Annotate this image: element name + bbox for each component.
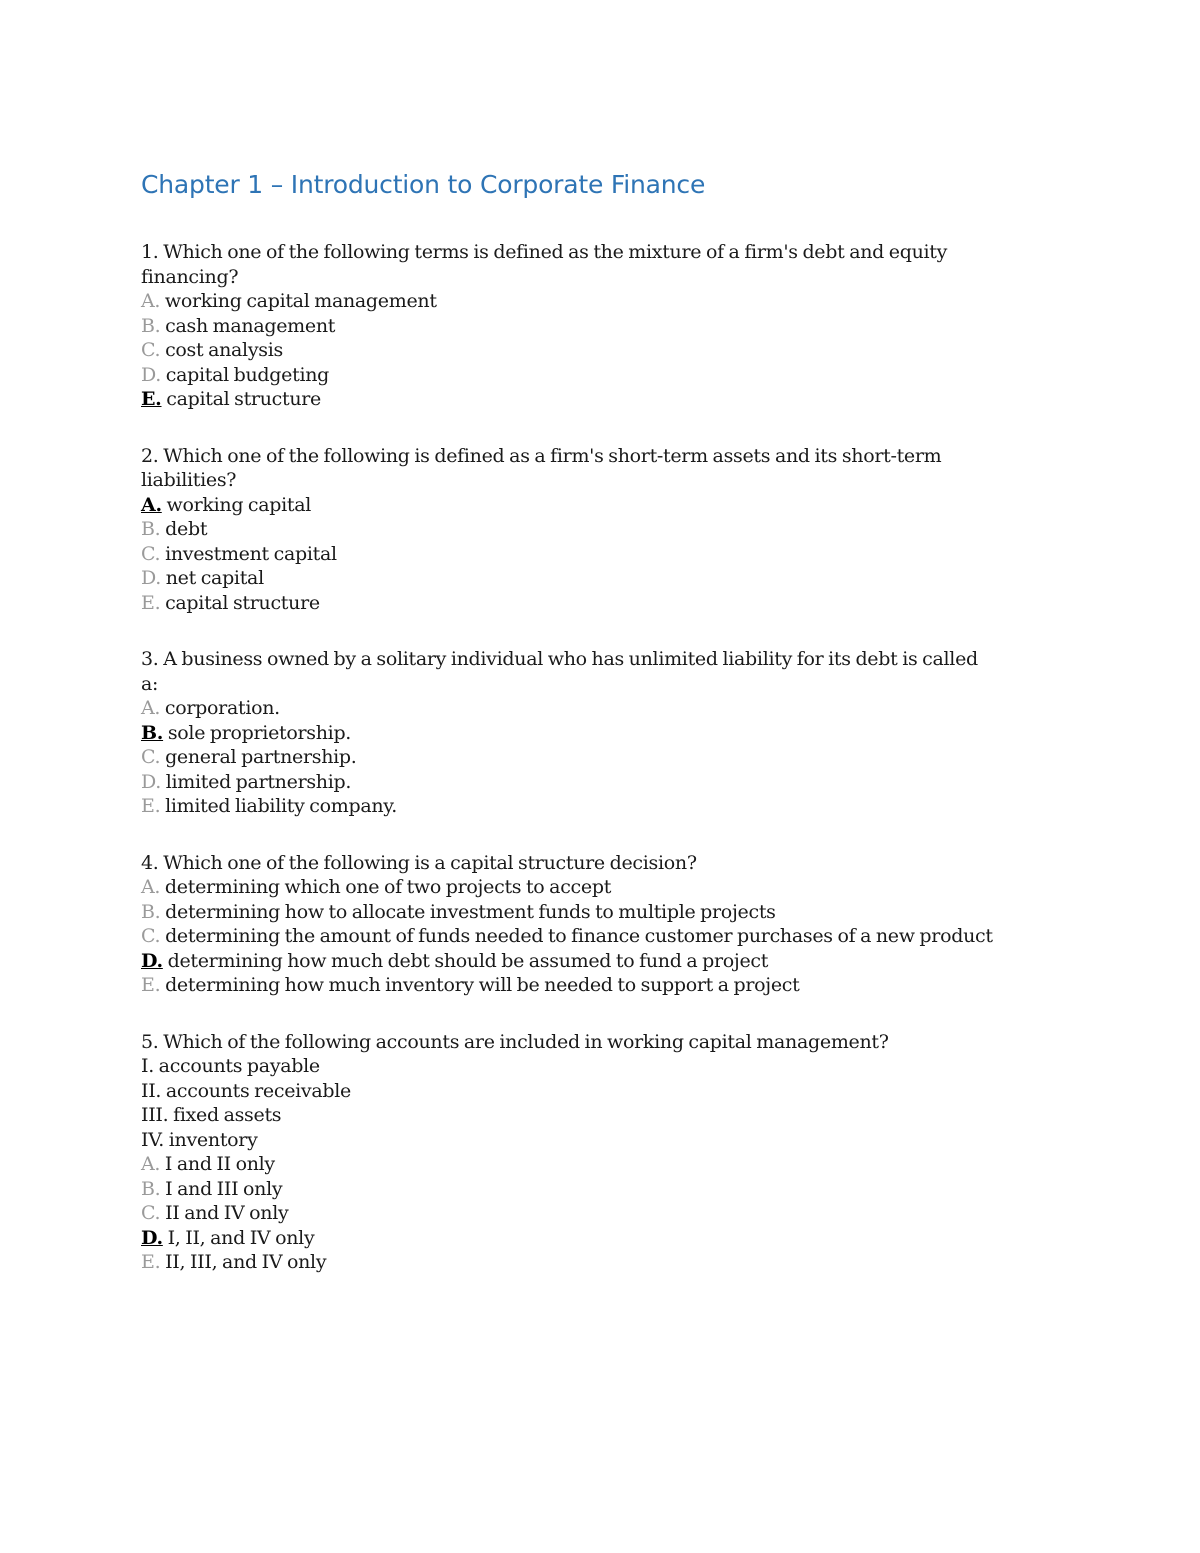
option-letter: A. [141,876,161,898]
question-block [141,240,1041,412]
question-stem: 3. A business owned by a solitary individual who has unlimited liability for its debt is called a: [141,648,983,695]
answer-option [141,566,1041,591]
question-block [141,1030,1041,1275]
option-text: I and III only [165,1177,283,1200]
question-stem: 1. Which one of the following terms is defined as the mixture of a firm's debt and equity financing? [141,241,952,288]
option-text: capital structure [165,591,320,614]
option-text: determining how much debt should be assumed to fund a project [167,949,769,972]
option-letter: C. [141,1202,161,1224]
option-letter: B. [141,518,161,540]
correct-answer-option [141,721,1041,746]
option-text: determining how to allocate investment funds to multiple projects [165,900,776,923]
question-stem: 4. Which one of the following is a capital structure decision? [141,851,697,874]
answer-option [141,1177,1041,1202]
option-letter: E. [141,591,161,614]
option-letter: A. [141,290,161,312]
option-text: sole proprietorship. [167,721,352,744]
statement-item: II. accounts receivable [141,1079,351,1102]
answer-option [141,745,1041,770]
statement-item: I. accounts payable [141,1055,320,1077]
option-letter: E. [141,974,161,996]
statement-item: IV. inventory [141,1128,258,1151]
option-text: limited liability company. [165,795,397,817]
option-letter: E. [141,795,161,817]
option-letter: B. [141,314,161,337]
answer-option [141,338,1041,363]
answer-option [141,542,1041,567]
option-letter: C. [141,339,161,361]
question-block [141,647,1041,819]
option-text: determining how much inventory will be needed to support a project [165,974,800,996]
answer-option [141,696,1041,721]
statement-item: III. fixed assets [141,1104,282,1126]
option-text: I and II only [164,1153,275,1175]
answer-option [141,314,1041,339]
option-letter: D. [141,363,161,386]
option-text: II, III, and IV only [165,1251,327,1273]
option-text: net capital [165,567,264,589]
option-text: debt [165,518,208,540]
answer-option [141,794,1041,819]
option-text: working capital [166,493,312,516]
option-letter: C. [141,746,161,768]
option-text: capital budgeting [165,363,330,386]
option-text: cost analysis [165,339,283,361]
answer-option [141,770,1041,795]
option-letter: C. [141,542,161,565]
option-text: determining which one of two projects to accept [164,876,612,898]
option-text: corporation. [164,697,280,719]
answer-option [141,900,1041,925]
correct-answer-option [141,949,1041,974]
option-text: capital structure [166,388,321,410]
question-list [141,240,1041,1275]
option-letter: E. [141,1251,161,1273]
answer-option [141,517,1041,542]
correct-answer-option [141,493,1041,518]
answer-option [141,1250,1041,1275]
question-stem: 2. Which one of the following is defined as a firm's short-term assets and its short-term liabilities? [141,444,947,491]
correct-answer-option [141,1226,1041,1251]
answer-option [141,1201,1041,1226]
correct-option-letter: D. [141,949,163,972]
answer-option [141,973,1041,998]
option-letter: B. [141,900,161,923]
answer-option [141,363,1041,388]
answer-option [141,591,1041,616]
question-stem: 5. Which of the following accounts are included in working capital management? [141,1030,889,1053]
answer-option [141,1152,1041,1177]
option-text: determining the amount of funds needed to finance customer purchases of a new product [165,925,993,947]
answer-option [141,875,1041,900]
option-text: cash management [165,314,336,337]
option-letter: A. [141,697,161,719]
chapter-title: Chapter 1 – Introduction to Corporate Finance [141,170,706,199]
answer-option [141,924,1041,949]
option-text: II and IV only [165,1202,289,1224]
option-letter: A. [141,1153,161,1175]
option-text: I, II, and IV only [167,1226,315,1249]
correct-option-letter: E. [141,388,162,410]
option-text: limited partnership. [165,770,352,793]
correct-option-letter: B. [141,721,164,744]
correct-option-letter: A. [141,493,162,516]
answer-option [141,289,1041,314]
question-block [141,444,1041,616]
document-content [141,166,1041,1307]
correct-option-letter: D. [141,1226,163,1249]
option-letter: D. [141,567,161,589]
question-block [141,851,1041,998]
option-text: general partnership. [165,746,357,768]
option-letter: B. [141,1177,161,1200]
correct-answer-option [141,387,1041,412]
option-text: investment capital [165,542,337,565]
option-letter: C. [141,925,161,947]
option-text: working capital management [164,290,437,312]
option-letter: D. [141,770,161,793]
